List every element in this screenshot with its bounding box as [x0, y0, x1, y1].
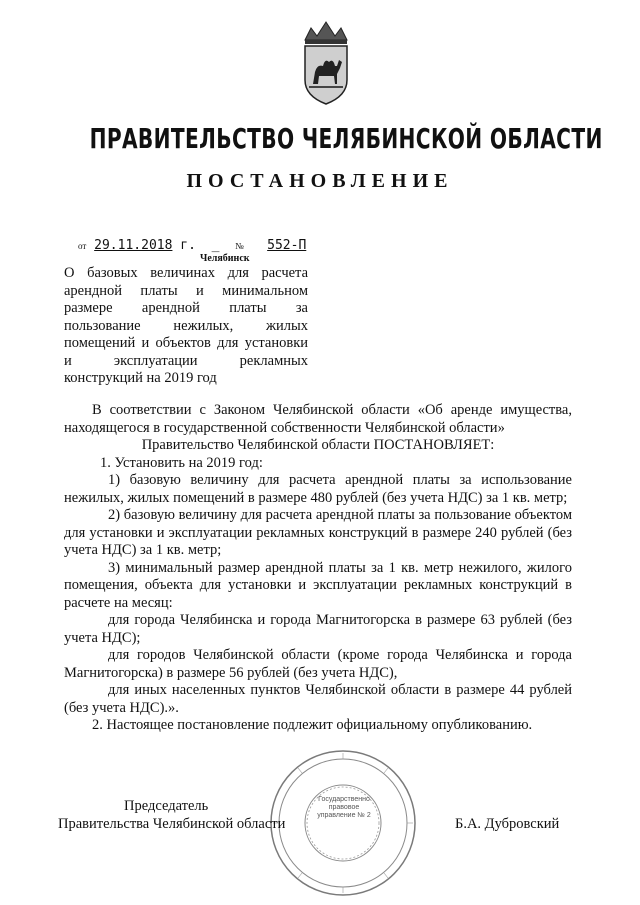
paragraph-rate-other: для иных населенных пунктов Челябинской области в размере 44 рублей (без учета НДС).».	[64, 682, 572, 716]
official-stamp	[268, 748, 418, 898]
paragraph-resolves: Правительство Челябинской области ПОСТАНОВЛЯЕТ:	[141, 437, 495, 453]
document-number: 552-П	[267, 238, 307, 253]
paragraph-subitem-2: 2) базовую величину для расчета арендной платы за пользование объектом для установки и эксплуатации рекламных конструкций в размере 240 рублей (без учета НДС) за 1 кв. метр;	[64, 507, 572, 558]
year-suffix: г.	[180, 238, 196, 253]
signatory-title: Председатель	[124, 798, 209, 814]
signatory-organization: Правительства Челябинской области	[58, 816, 286, 832]
stamp-inner-text: Государственно правовое управление № 2	[317, 796, 371, 819]
document-date: 29.11.2018	[94, 238, 173, 253]
document-subject: О базовых величинах для расчета арендной платы и минимальном размере арендной платы за пользование нежилых, жилых помещений и объектов для установки и эксплуатации рекламных конструкций на 2019 год	[64, 265, 308, 386]
government-title: ПРАВИТЕЛЬСТВО ЧЕЛЯБИНСКОЙ ОБЛАСТИ	[89, 122, 603, 155]
paragraph-preamble: В соответствии с Законом Челябинской области «Об аренде имущества, находящегося в государственной собственности Челябинской области»	[64, 402, 572, 436]
paragraph-rate-chelyabinsk: для города Челябинска и города Магнитогорска в размере 63 рублей (без учета НДС);	[64, 612, 572, 646]
coat-of-arms-emblem	[297, 18, 355, 108]
paragraph-subitem-1: 1) базовую величину для расчета арендной платы за использование нежилых, жилых помещений в размере 480 рублей (без учета НДС) за 1 кв. метр;	[64, 472, 572, 506]
document-city: Челябинск	[200, 253, 250, 264]
paragraph-item-1: 1. Установить на 2019 год:	[100, 454, 263, 471]
signatory-name: Б.А. Дубровский	[455, 816, 560, 832]
document-body	[64, 402, 572, 735]
from-label: от	[78, 241, 87, 251]
number-label: №	[235, 241, 244, 251]
paragraph-rate-cities: для городов Челябинской области (кроме города Челябинска и города Магнитогорска) в размере 56 рублей (без учета НДС),	[64, 647, 572, 681]
paragraph-subitem-3: 3) минимальный размер арендной платы за 1 кв. метр нежилого, жилого помещения, объекта для установки и эксплуатации рекламных конструкций в расчете на месяц:	[64, 559, 572, 611]
document-type: ПОСТАНОВЛЕНИЕ	[186, 170, 454, 192]
document-meta: от 29.11.2018 г. _ № 552-П	[78, 238, 307, 253]
paragraph-item-2: 2. Настоящее постановление подлежит официальному опубликованию.	[92, 717, 533, 733]
